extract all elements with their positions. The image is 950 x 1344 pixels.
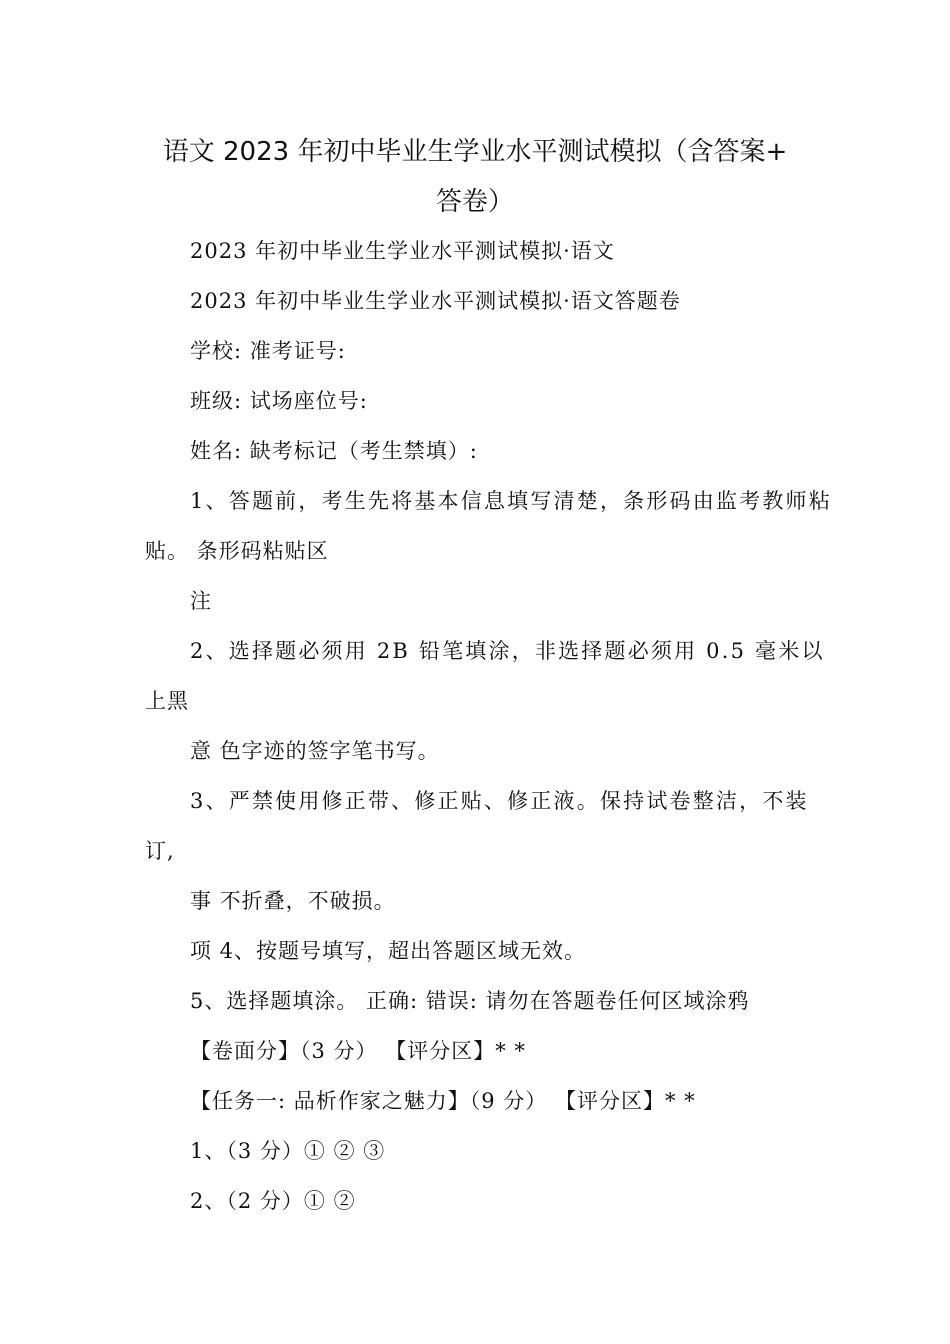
notice-label-zhu: 注	[190, 589, 212, 613]
paper-score-section: 【卷面分】（3 分） 【评分区】* *	[190, 1039, 526, 1063]
question-2-line: 2、（2 分）① ②	[190, 1189, 356, 1213]
answer-sheet-name-line: 2023 年初中毕业生学业水平测试模拟·语文答题卷	[190, 289, 681, 313]
document-title-line-2: 答卷）	[435, 187, 514, 217]
instruction-5-line: 5、选择题填涂。 正确: 错误: 请勿在答题卷任何区域涂鸦	[190, 989, 750, 1013]
instruction-3-line-3: 事 不折叠，不破损。	[190, 889, 396, 913]
instruction-2-line-3: 意 色字迹的签字笔书写。	[190, 739, 440, 763]
task-one-section: 【任务一: 品析作家之魅力】（9 分） 【评分区】* *	[190, 1089, 696, 1113]
instruction-1-line-2: 贴。 条形码粘贴区	[145, 539, 329, 563]
document-title-line-1: 语文 2023 年初中毕业生学业水平测试模拟（含答案+	[162, 137, 788, 167]
instruction-2-line-2: 上黑	[145, 689, 189, 713]
question-1-line: 1、（3 分）① ② ③	[190, 1139, 386, 1163]
exam-name-line: 2023 年初中毕业生学业水平测试模拟·语文	[190, 239, 615, 263]
instruction-2-line-1: 2、选择题必须用 2B 铅笔填涂，非选择题必须用 0.5 毫米以	[190, 639, 825, 663]
class-field-label: 班级: 试场座位号:	[190, 389, 368, 413]
instruction-1-line-1: 1、答题前，考生先将基本信息填写清楚，条形码由监考教师粘	[190, 489, 832, 513]
name-field-label: 姓名: 缺考标记（考生禁填）:	[190, 439, 478, 463]
instruction-3-line-2: 订,	[145, 839, 175, 863]
instruction-4-line: 项 4、按题号填写，超出答题区域无效。	[190, 939, 587, 963]
school-field-label: 学校: 准考证号:	[190, 339, 346, 363]
instruction-3-line-1: 3、严禁使用修正带、修正贴、修正液。保持试卷整洁，不装	[190, 789, 809, 813]
